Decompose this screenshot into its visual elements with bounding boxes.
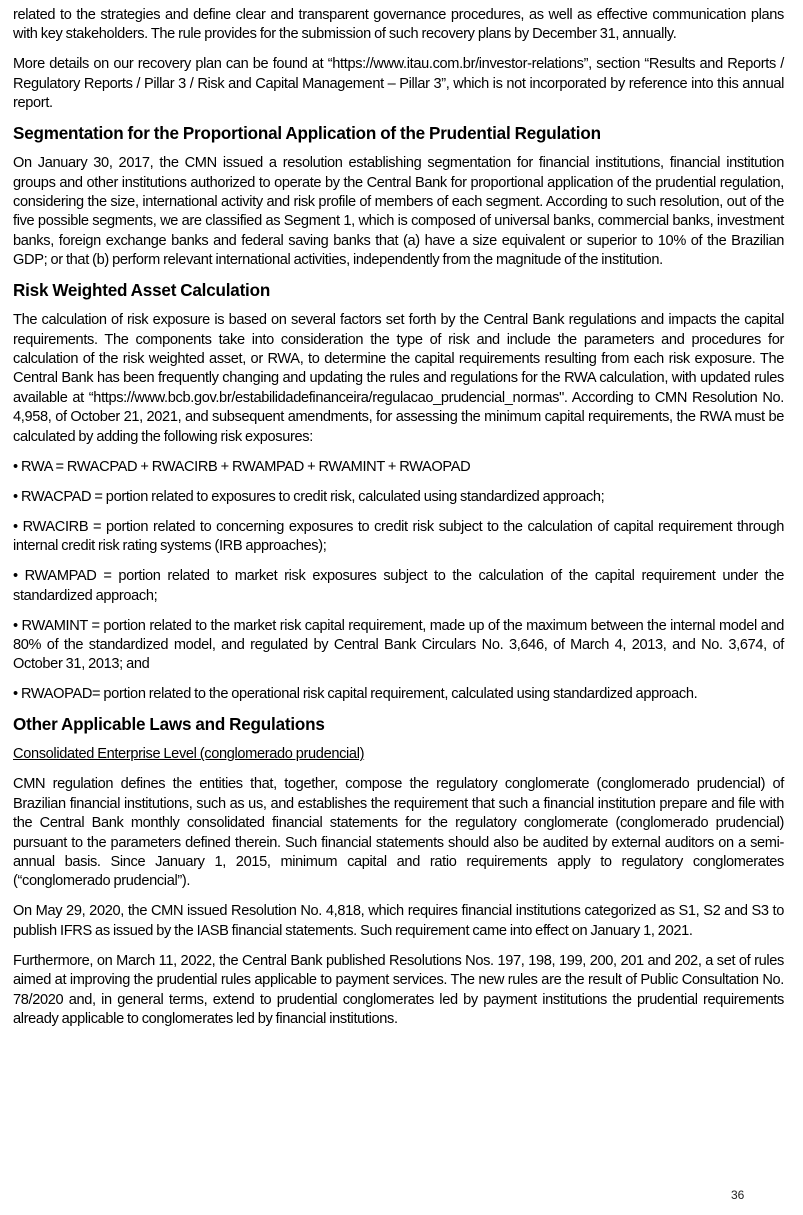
paragraph-recovery-plan-rule: related to the strategies and define clear and transparent governance procedures, as well as effective communication plans with key stakeholders. The rule provides for the submission of such recovery plans by December 31, annually. [13, 7, 784, 43]
paragraph-payment-resolutions: Furthermore, on March 11, 2022, the Central Bank published Resolutions Nos. 197, 198, 199, 200, 201 and 202, a set of rules aimed at improving the prudential rules applicable to payment services. The new rules are the result of Public Consultation No. 78/2020 and, in general terms, extend to prudential conglomerates led by payment institutions the prudential requirements already applicable to conglomerates led by financial institutions. [13, 952, 784, 1027]
paragraph-rwa: The calculation of risk exposure is based on several factors set forth by the Central Bank regulations and impacts the capital requirements. The components take into consideration the type of risk and include the parameters and procedures for calculation of the risk weighted asset, or RWA, to determine the capital requirements resulting from each risk exposure. The Central Bank has been frequently changing and updating the rules and regulations for the RWA calculation, with updated rules available at “https://www.bcb.gov.br/estabilidadefinanceira/regulacao_prudencial_normas". According to CMN Resolution No. 4,958, of October 21, 2021, and subsequent amendments, for assessing the minimum capital requirements, the RWA must be calculated by adding the following risk exposures: [13, 312, 784, 445]
bullet-rwacirb: • RWACIRB = portion related to concerning exposures to credit risk subject to the calculation of capital requirement through internal credit risk rating systems (IRB approaches); [13, 518, 784, 557]
page-number: 36 [731, 1188, 745, 1202]
bullet-rwaopad: • RWAOPAD= portion related to the operational risk capital requirement, calculated using standardized approach. [13, 685, 784, 704]
heading-rwa: Risk Weighted Asset Calculation [13, 281, 271, 301]
heading-other-laws: Other Applicable Laws and Regulations [13, 715, 325, 735]
subheading-consolidated-level: Consolidated Enterprise Level (conglomerado prudencial) [13, 746, 365, 763]
paragraph-cmn-conglomerate: CMN regulation defines the entities that, together, compose the regulatory conglomerate (conglomerado prudencial) of Brazilian financial institutions, such as us, and establishes the requirement that such a financial institution prepare and file with the Central Bank monthly consolidated financial statements for the regulatory conglomerate (conglomerado prudencial) pursuant to the parameters defined therein. Such financial statements should also be audited by external auditors on a semi-annual basis. Since January 1, 2015, minimum capital and ratio requirements apply to regulatory conglomerates (“conglomerado prudencial”). [13, 776, 784, 890]
heading-segmentation: Segmentation for the Proportional Application of the Prudential Regulation [13, 124, 601, 144]
bullet-rwamint: • RWAMINT = portion related to the market risk capital requirement, made up of the maximum between the internal model and 80% of the standardized model, and regulated by Central Bank Circulars No. 3,646, of March 4, 2013, and No. 3,674, of October 31, 2013; and [13, 617, 784, 675]
bullet-rwacpad: • RWACPAD = portion related to exposures to credit risk, calculated using standardized approach; [13, 488, 784, 507]
bullet-rwampad: • RWAMPAD = portion related to market risk exposures subject to the calculation of the capital requirement under the standardized approach; [13, 567, 784, 606]
document-page [13, 6, 784, 1040]
paragraph-resolution-4818: On May 29, 2020, the CMN issued Resolution No. 4,818, which requires financial institutions categorized as S1, S2 and S3 to publish IFRS as issued by the IASB financial statements. Such requirement came into effect on January 1, 2021. [13, 903, 784, 939]
paragraph-recovery-plan-details: More details on our recovery plan can be found at “https://www.itau.com.br/investor-relations”, section “Results and Reports / Regulatory Reports / Pillar 3 / Risk and Capital Management – Pillar 3”, which is not incorporated by reference into this annual report. [13, 56, 784, 112]
bullet-rwa-formula: • RWA = RWACPAD + RWACIRB + RWAMPAD + RWAMINT + RWAOPAD [13, 458, 784, 477]
paragraph-segmentation: On January 30, 2017, the CMN issued a resolution establishing segmentation for financial institutions, financial institution groups and other institutions authorized to operate by the Central Bank for proportional application of the prudential regulation, considering the size, international activity and risk profile of members of each segment. According to such resolution, out of the five possible segments, we are classified as Segment 1, which is composed of universal banks, commercial banks, investment banks, foreign exchange banks and federal saving banks that (a) have a size equivalent or superior to 10% of the Brazilian GDP; or that (b) perform relevant international activities, independently from the magnitude of the institution. [13, 155, 784, 269]
